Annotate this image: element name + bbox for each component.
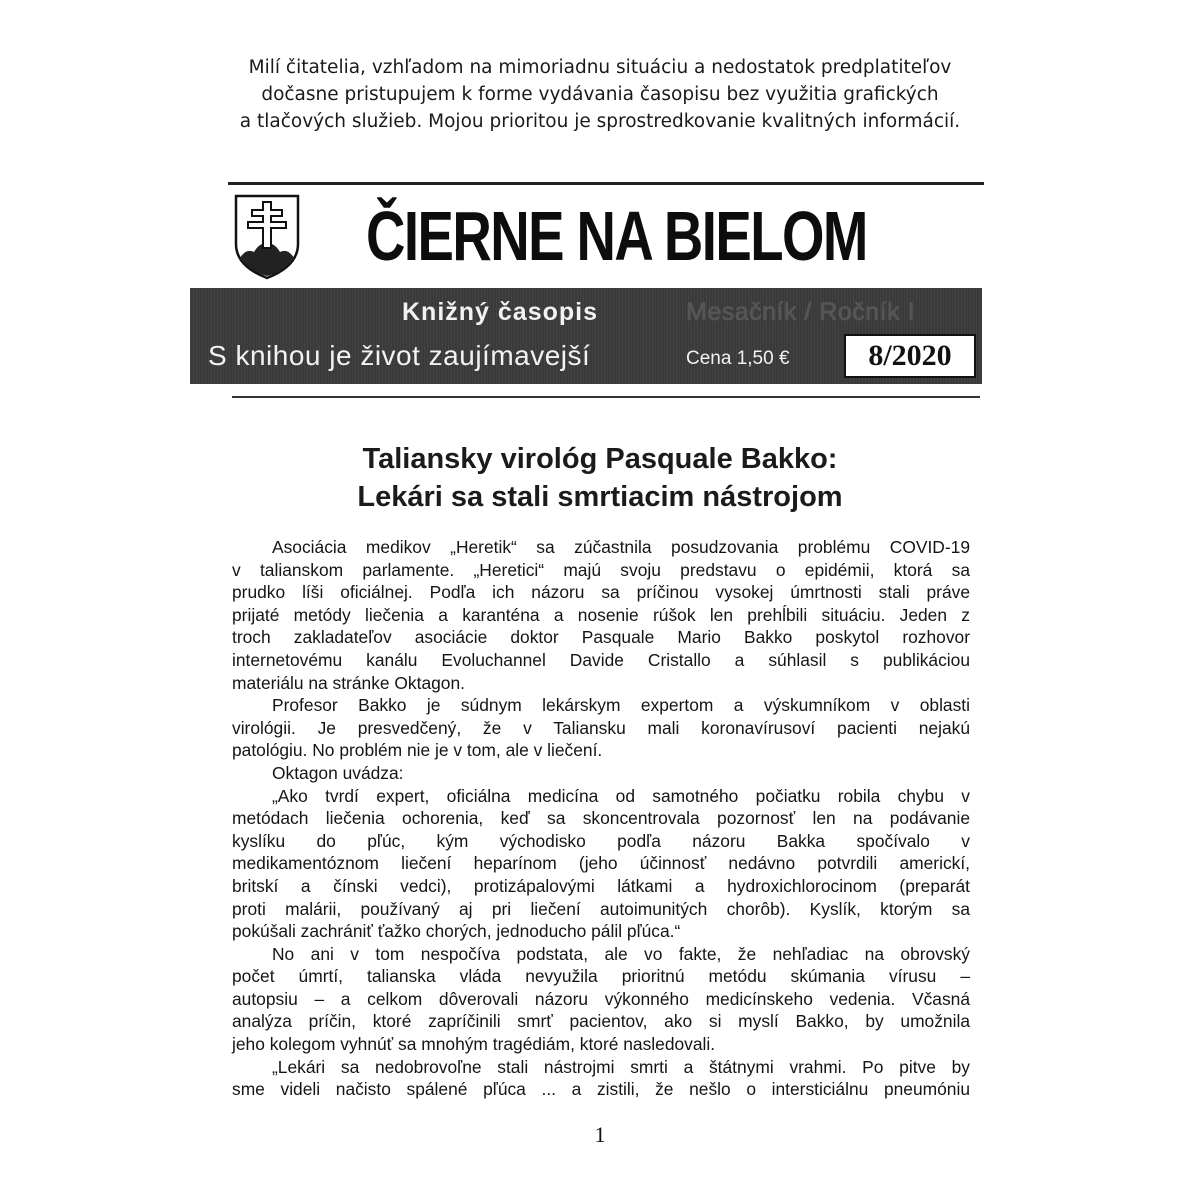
article-line: kyslíku do pľúc, kým východisko podľa názoru Bakka spočívalo v bbox=[232, 830, 970, 851]
magazine-slogan: S knihou je život zaujímavejší bbox=[208, 340, 591, 371]
issue-number-badge: 8/2020 bbox=[844, 334, 976, 378]
article-line: jeho kolegom vyhnúť sa mnohým tragédiám, ktoré nasledovali. bbox=[232, 1034, 716, 1055]
article-line: proti malárii, používaný aj pri liečení autoimunitých chorôb). Kyslík, ktorým sa bbox=[232, 898, 970, 919]
article-body bbox=[232, 536, 970, 1101]
article-line: v talianskom parlamente. „Heretici“ majú svoju predstavu o epidémii, ktorá sa bbox=[232, 559, 970, 580]
notice-line: dočasne pristupujem k forme vydávania časopisu bez využitia grafických bbox=[261, 84, 939, 105]
article-line: autopsiu – a celkom dôverovali názoru výkonného medicínskeho vedenia. Včasná bbox=[232, 988, 970, 1009]
article-line: analýza príčin, ktoré zapríčinili smrť pacientov, ako si myslí Bakko, by umožnila bbox=[232, 1011, 970, 1032]
headline-line: Lekári sa stali smrtiacim nástrojom bbox=[357, 481, 843, 513]
headline-line: Taliansky virológ Pasquale Bakko: bbox=[362, 443, 838, 475]
article-line: prijaté metódy liečenia a karanténa a nosenie rúšok len prehĺbili situáciu. Jeden z bbox=[232, 604, 970, 625]
article-line: „Lekári sa nedobrovoľne stali nástrojmi smrti a štátnymi vrahmi. Po pitve by bbox=[272, 1056, 970, 1077]
periodicity-label: Mesačník / Ročník I bbox=[686, 298, 916, 326]
article-line: troch zakladateľov asociácie doktor Pasquale Mario Bakko poskytol rozhovor bbox=[232, 627, 970, 648]
masthead-bottom-rule bbox=[232, 396, 980, 398]
notice-line: Milí čitatelia, vzhľadom na mimoriadnu situáciu a nedostatok predplatiteľov bbox=[248, 57, 952, 78]
article-line: prudko líši oficiálnej. Podľa ich názoru sa príčinou vysokej úmrtnosti stali práve bbox=[232, 582, 970, 603]
price-label: Cena 1,50 € bbox=[686, 348, 790, 369]
article-line: virológii. Je presvedčený, že v Taliansku mali koronavírusoví pacienti nejakú bbox=[232, 717, 970, 738]
magazine-title: ČIERNE NA BIELOM bbox=[366, 197, 867, 275]
article-headline bbox=[180, 440, 1020, 516]
page-number: 1 bbox=[594, 1122, 606, 1147]
slovak-coat-of-arms-icon bbox=[232, 192, 302, 280]
article-line: Oktagon uvádza: bbox=[272, 762, 404, 783]
article-line: Asociácia medikov „Heretik“ sa zúčastnila posudzovania problému COVID-19 bbox=[272, 537, 970, 557]
article-line: medikamentóznom liečení heparínom (jeho účinnosť nedávno potvrdili americkí, bbox=[232, 853, 970, 874]
article-line: internetovému kanálu Evoluchannel Davide Cristallo a súhlasil s publikáciou bbox=[232, 649, 970, 670]
masthead-banner bbox=[190, 288, 982, 384]
masthead bbox=[228, 182, 984, 288]
article-line: pokúšali zachrániť ťažko chorých, jednoducho pálil pľúca.“ bbox=[232, 921, 681, 942]
article-line: Profesor Bakko je súdnym lekárskym expertom a výskumníkom v oblasti bbox=[272, 695, 970, 716]
editor-notice bbox=[200, 54, 1000, 135]
article-line: sme videli načisto spálené pľúca ... a zistili, že nešlo o intersticiálnu pneumóniu bbox=[232, 1079, 970, 1100]
article-line: metódach liečenia ochorenia, keď sa skoncentrovala pozornosť len na podávanie bbox=[232, 808, 970, 829]
article-line: „Ako tvrdí expert, oficiálna medicína od samotného počiatku robila chybu v bbox=[272, 785, 970, 806]
article-line: patológiu. No problém nie je v tom, ale v liečení. bbox=[232, 740, 603, 761]
notice-line: a tlačových služieb. Mojou prioritou je sprostredkovanie kvalitných informácií. bbox=[239, 111, 961, 132]
article-line: britskí a čínski vedci), protizápalovými látkami a hydroxichlorocinom (preparát bbox=[232, 875, 970, 896]
article-line: počet úmrtí, talianska vláda nevyužila prioritnú metódu skúmania vírusu – bbox=[232, 966, 970, 987]
article-line: No ani v tom nespočíva podstata, ale vo fakte, že nehľadiac na obrovský bbox=[272, 943, 970, 964]
magazine-subtitle: Knižný časopis bbox=[402, 298, 598, 326]
article-line: materiálu na stránke Oktagon. bbox=[232, 672, 465, 693]
masthead-top-rule bbox=[228, 182, 984, 185]
